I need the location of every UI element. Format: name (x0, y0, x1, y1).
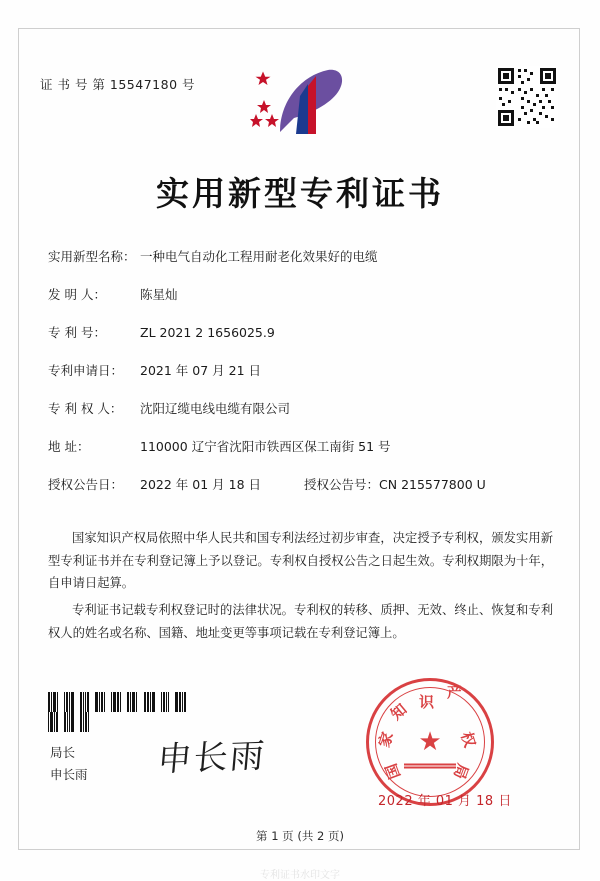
director-name: 申长雨 (50, 766, 88, 782)
field-value: 一种电气自动化工程用耐老化效果好的电缆 (140, 249, 378, 264)
seal-character: 家 (375, 729, 397, 750)
paragraph: 专利证书记载专利权登记时的法律状况。专利权的转移、质押、无效、终止、恢复和专利权人的姓名或名称、国籍、地址变更等事项记载在专利登记簿上。 (48, 603, 553, 640)
seal-character: 知 (387, 700, 411, 724)
official-seal (366, 678, 494, 806)
field-value: 2022 年 01 月 18 日 (140, 477, 261, 492)
certificate-number: 证 书 号 第 15547180 号 (40, 77, 195, 92)
field-row (48, 324, 556, 342)
field-label: 授权公告日： (48, 477, 124, 492)
field-list (48, 248, 556, 514)
page-number: 第 1 页 (共 2 页) (256, 829, 344, 843)
field-label: 专 利 权 人： (48, 401, 123, 416)
barcode (48, 692, 188, 712)
field-value: CN 215577800 U (379, 477, 486, 492)
grant-number-group (304, 476, 486, 494)
field-label: 实用新型名称： (48, 249, 136, 264)
field-row (48, 248, 556, 266)
field-label: 专利申请日： (48, 363, 124, 378)
field-row-grant (48, 476, 556, 494)
field-value: 110000 辽宁省沈阳市铁西区保工南街 51 号 (140, 439, 391, 454)
footer-watermark: 专利证书水印文字 (260, 870, 340, 881)
seal-character: 局 (450, 761, 473, 782)
legal-text (48, 527, 553, 649)
seal-star-icon: ★ (418, 727, 442, 757)
field-row (48, 400, 556, 418)
seal-character: 权 (457, 729, 479, 750)
handwritten-signature: 申长雨 (155, 736, 268, 780)
field-value: 陈星灿 (140, 287, 178, 302)
page-title: 实用新型专利证书 (156, 174, 444, 213)
seal-character: 产 (447, 683, 463, 701)
field-row (48, 438, 556, 456)
field-value: 2021 年 07 月 21 日 (140, 363, 261, 378)
field-label: 授权公告号： (304, 477, 380, 492)
director-title: 局长 (50, 745, 76, 760)
field-label: 专 利 号： (48, 325, 106, 340)
grant-date-group (48, 476, 304, 494)
patent-office-logo-icon (250, 62, 350, 140)
seal-character: 识 (419, 693, 435, 711)
field-label: 发 明 人： (48, 287, 106, 302)
field-value: 沈阳辽缆电线电缆有限公司 (140, 401, 291, 416)
qr-code-icon (496, 66, 558, 128)
signature-labels (50, 742, 88, 786)
field-value: ZL 2021 2 1656025.9 (140, 325, 275, 340)
seal-date: 2022 年 01 月 18 日 (378, 794, 512, 809)
field-row (48, 286, 556, 304)
seal-character: 国 (381, 761, 405, 782)
field-label: 地 址： (48, 439, 90, 454)
field-row (48, 362, 556, 380)
paragraph: 国家知识产权局依照中华人民共和国专利法经过初步审查，决定授予专利权，颁发实用新型专利证书并在专利登记簿上予以登记。专利权自授权公告之日起生效。专利权期限为十年，自申请日起算。 (48, 531, 553, 591)
seal-emblem-icon (404, 727, 456, 769)
